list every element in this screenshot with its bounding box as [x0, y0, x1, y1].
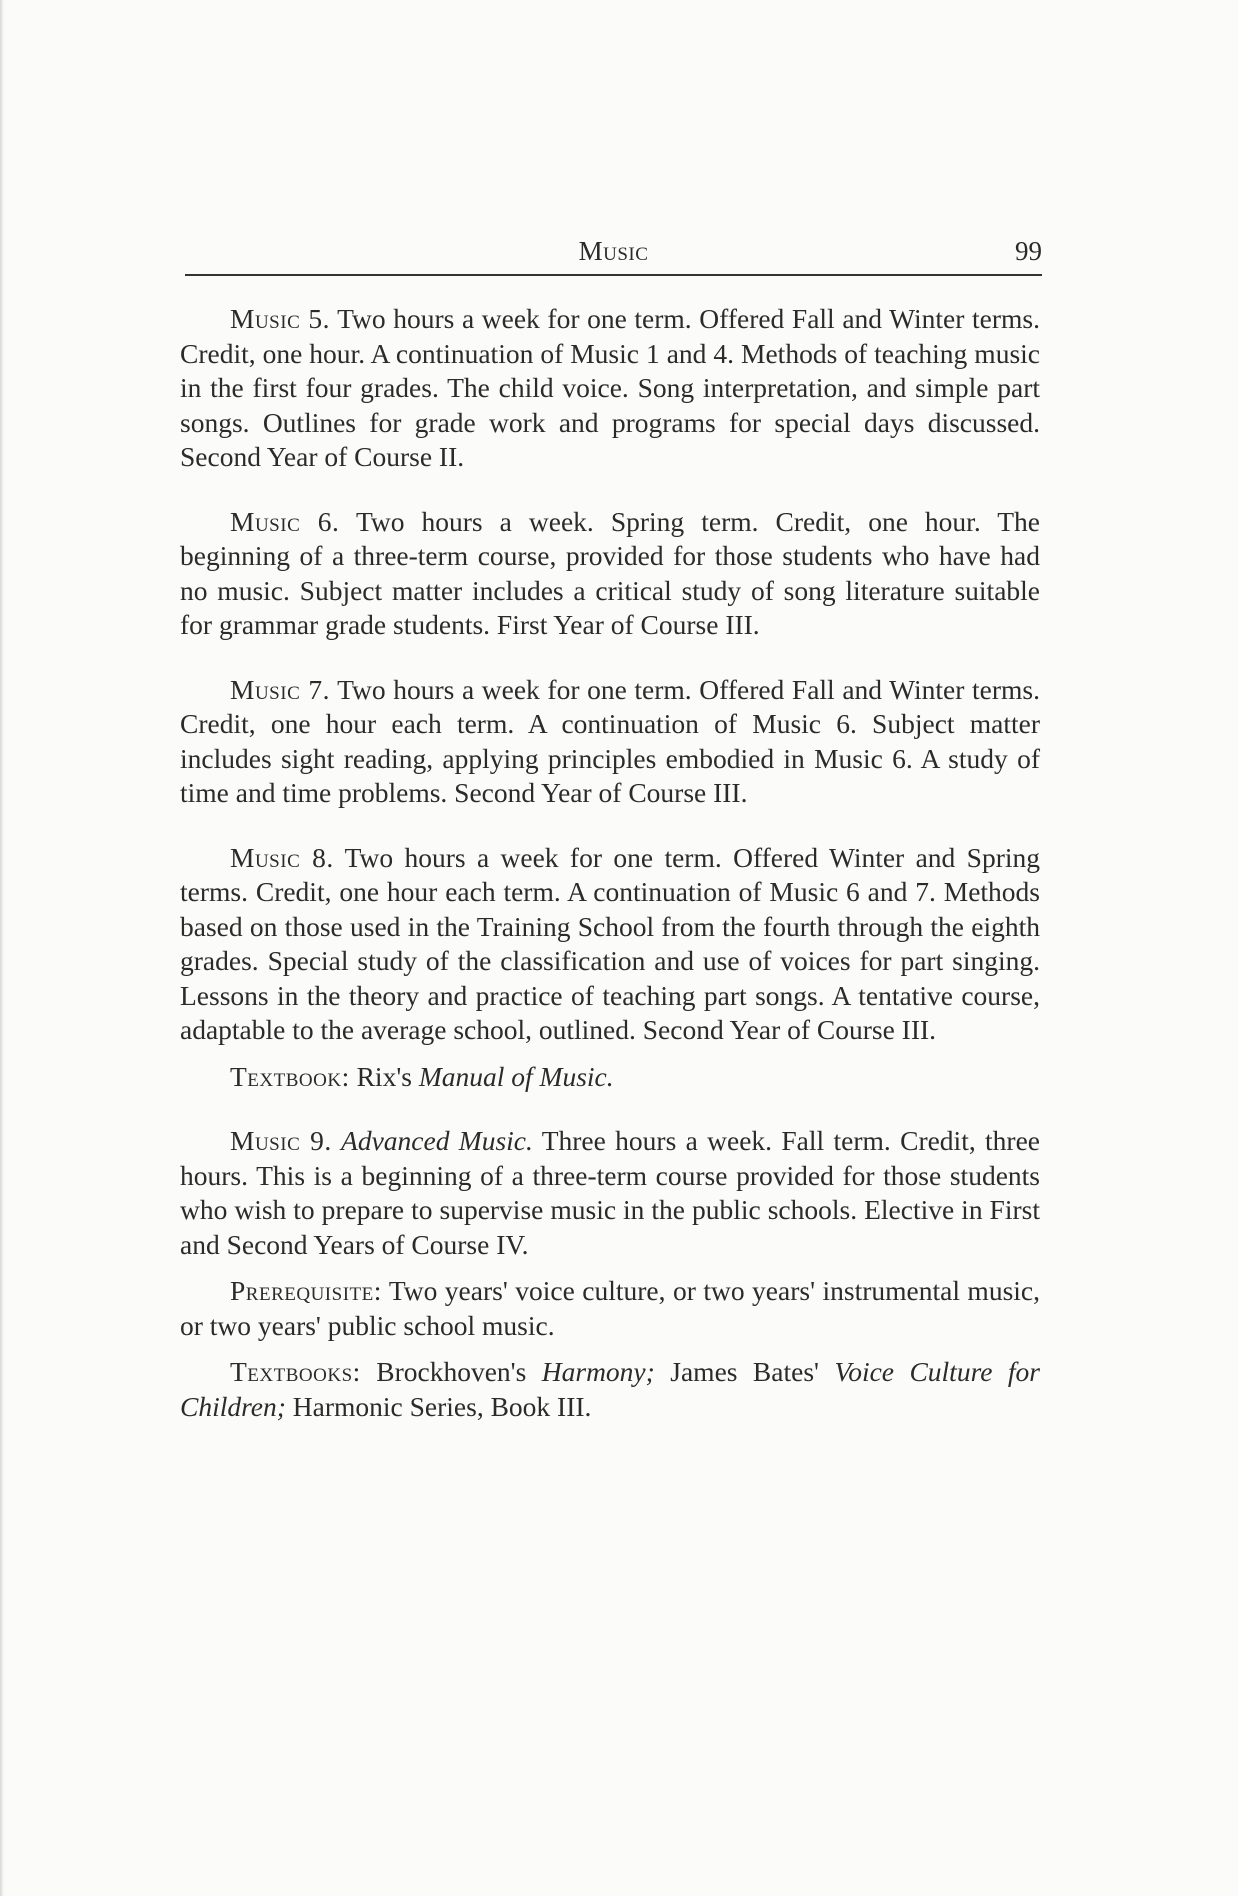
prerequisite-label: Prerequisite: [230, 1275, 382, 1306]
textbook-label: Textbook: [230, 1060, 350, 1092]
textbook-author: James Bates' [654, 1356, 835, 1387]
textbook-author: Brockhoven's [360, 1356, 542, 1387]
header-title: Music [578, 236, 649, 266]
course-label: Music 9. [230, 1125, 332, 1156]
course-label: Music 5. [230, 303, 330, 334]
course-description: Two hours a week. Spring term. Credit, one hour. The beginning of a three-term course, provided for those students who have had no music. Subject matter includes a critical study of song literature suitable for grammar grade students. First Year of Course III. [180, 505, 1041, 640]
textbook-line-music-8 [180, 1060, 1040, 1095]
course-description: Three hours a week. Fall term. Credit, three hours. This is a beginning of a three-term course provided for those students who wish to prepare to supervise music in the public schools. Elective in First and Second Years of Course IV. [180, 1125, 1041, 1260]
course-descriptions [180, 302, 1040, 1424]
textbook-title: Voice Culture for Children; [180, 1356, 1040, 1422]
textbook-series: Harmonic Series, Book III. [285, 1390, 592, 1422]
page-edge-shadow [0, 0, 4, 1896]
course-entry-music-8 [180, 841, 1040, 1048]
course-label: Music 8. [230, 841, 334, 873]
course-description: Two hours a week for one term. Offered Winter and Spring terms. Credit, one hour each term. A continuation of Music 6 and 7. Methods based on those used in the Training School from the fourth through the eighth grades. Special study of the classification and use of voices for part singing. Lessons in the theory and practice of teaching part songs. A tentative course, adaptable to the average school, outlined. Second Year of Course III. [180, 841, 1040, 1045]
course-entry-music-6 [180, 505, 1040, 643]
textbooks-label: Textbooks: [230, 1356, 361, 1387]
textbook-author: Rix's [349, 1060, 419, 1092]
textbook-title: Manual of Music. [418, 1060, 614, 1092]
course-entry-music-5 [180, 302, 1040, 475]
running-header [185, 236, 1042, 276]
course-entry-music-9 [180, 1124, 1040, 1262]
prerequisite-line-music-9 [180, 1274, 1040, 1343]
course-label: Music 6. [230, 505, 340, 537]
course-subtitle: Advanced Music. [341, 1125, 533, 1156]
course-description: Two hours a week for one term. Offered Fall and Winter terms. Credit, one hour each term. A continuation of Music 6. Subject matter includes sight reading, applying principles embodied in Music 6. A study of time and time problems. Second Year of Course III. [180, 673, 1040, 808]
course-label: Music 7. [230, 673, 330, 705]
prerequisite-text: Two years' voice culture, or two years' instrumental music, or two years' public school music. [180, 1275, 1040, 1341]
textbook-title: Harmony; [541, 1356, 655, 1387]
textbooks-line-music-9 [180, 1355, 1040, 1424]
page-number: 99 [1015, 236, 1042, 266]
course-entry-music-7 [180, 673, 1040, 811]
course-description: Two hours a week for one term. Offered Fall and Winter terms. Credit, one hour. A continuation of Music 1 and 4. Methods of teaching music in the first four grades. The child voice. Song interpretation, and simple part songs. Outlines for grade work and programs for special days discussed. Second Year of Course II. [180, 303, 1040, 472]
